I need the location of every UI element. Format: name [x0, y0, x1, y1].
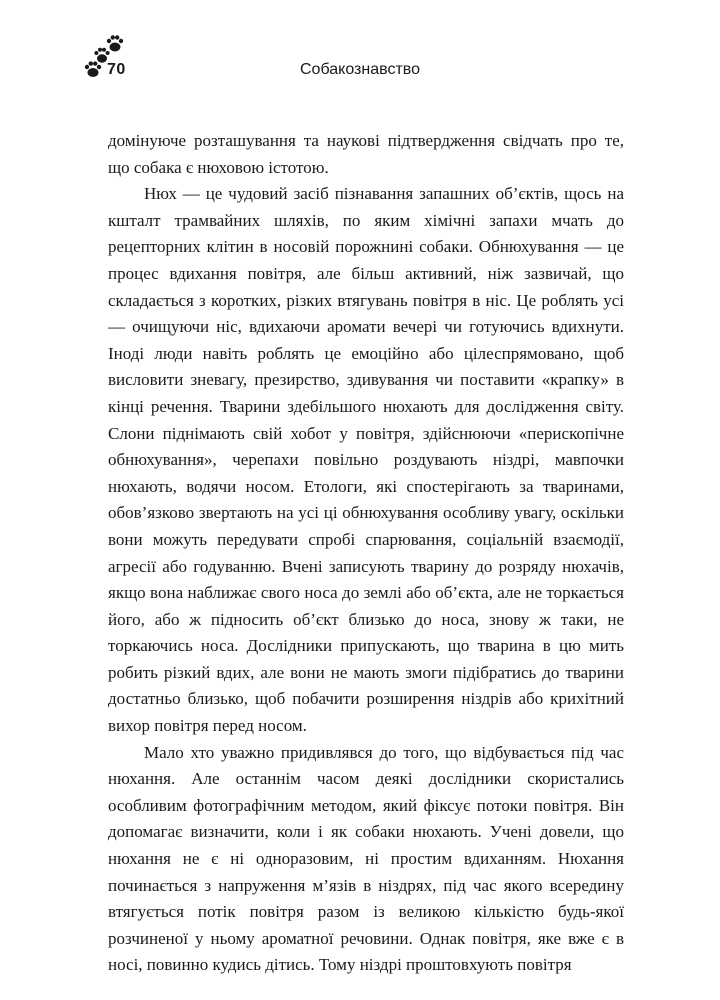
page-number: 70: [107, 61, 126, 78]
paragraph: Мало хто уважно придивлявся до того, що відбувається під час нюхання. Але останнім часом деякі дослідники скористались особливим фотографічним методом, який фіксує потоки повітря. Він допомагає визначити, коли і як собаки нюхають. Учені довели, що нюхання не є ні одноразовим, ні простим вдиханням. Нюхання починається з напруження м’язів в ніздрях, під час якого всередину втягується потік повітря разом із великою кількістю будь-якої розчиненої у ньому ароматної речовини. Однак повітря, яке вже є в носі, повинно кудись дітись. Тому ніздрі проштовхують повітря: [108, 742, 624, 975]
body-text: [108, 128, 624, 979]
page-header: [0, 0, 720, 110]
paragraph: Нюх — це чудовий засіб пізнавання запашних об’єктів, щось на кшталт трамвайних шляхів, по яким хімічні запахи мчать до рецепторних клітин в носовій порожнині собаки. Обнюхування — це процес вдихання повітря, але більш активний, ніж зазвичай, що складається з коротких, різких втягувань повітря в ніс. Це роблять усі — очищуючи ніс, вдихаючи аромати вечері чи готуючись вдихнути. Іноді люди навіть роблять це емоційно або цілеспрямовано, щоб висловити зневагу, презирство, здивування чи поставити «крапку» в кінці речення. Тварини здебільшого нюхають для дослідження світу. Слони піднімають свій хобот у повітря, здійснюючи «перископічне обнюхування», черепахи повільно роздувають ніздрі, мавпочки нюхають, водячи носом. Етологи, які спостерігають за тваринами, обов’язково звертають на усі ці обнюхування особливу увагу, оскільки вони можуть передувати спробі спарювання, соціальній взаємодії, агресії або годуванню. Вчені записують тварину до розряду нюхачів, якщо вона наближає свого носа до землі або об’єкта, але не торкається його, або ж підносить об’єкт близько до носа, знову ж таки, не торкаючись носа. Дослідники припускають, що тварина в цю мить робить різкий вдих, але вони не мають змоги підібратись до тварини достатньо близько, щоб побачити розширення ніздрів або крихітний вихор повітря перед носом.: [108, 184, 624, 736]
paragraph-continued: домінуюче розташування та наукові підтвердження свідчать про те, що собака є нюховою істотою.: [108, 131, 624, 177]
running-title: Собакознавство: [300, 61, 420, 78]
